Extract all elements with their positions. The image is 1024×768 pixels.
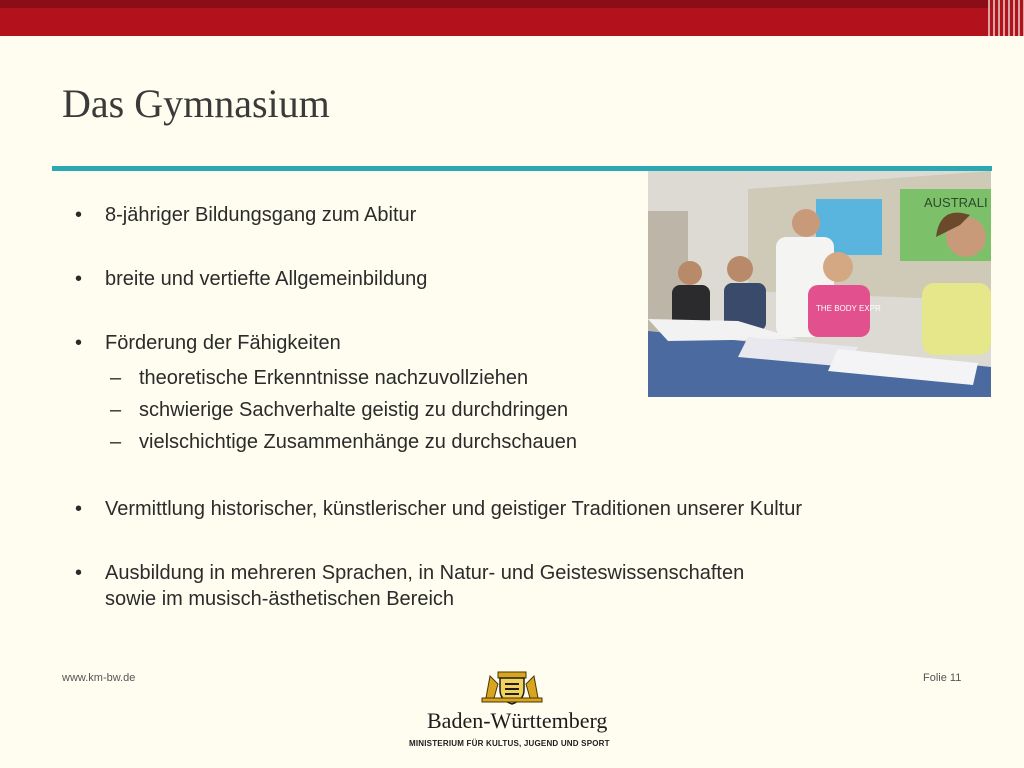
right-supporter-shape <box>526 676 538 698</box>
crown-shape <box>498 672 526 678</box>
student-head <box>727 256 753 282</box>
sub-bullet-item: – theoretische Erkenntnisse nachzuvollziehen <box>105 362 975 394</box>
classroom-photo-illustration <box>648 171 991 397</box>
slide-title: Das Gymnasium <box>62 81 330 126</box>
sub-bullet-item: – schwierige Sachverhalte geistig zu durchdringen <box>105 394 975 426</box>
base-shape <box>482 698 542 702</box>
bullet-text: breite und vertiefte Allgemeinbildung <box>105 268 428 290</box>
top-banner-stripes <box>988 0 1024 36</box>
bullet-text: 8-jähriger Bildungsgang zum Abitur <box>105 204 417 226</box>
classroom-photo <box>648 171 991 397</box>
shirt-print: THE BODY EXPR <box>816 304 881 313</box>
student-head <box>823 252 853 282</box>
bullet-text: Förderung der Fähigkeiten <box>105 332 341 354</box>
bullet-text: Vermittlung historischer, künstlerischer und geistiger Traditionen unserer Kultur <box>105 498 803 520</box>
student-shirt-yellow <box>922 283 991 355</box>
top-banner-dark-strip <box>0 0 1024 8</box>
footer-url: www.km-bw.de <box>62 672 136 684</box>
student-head <box>678 261 702 285</box>
bullet-item <box>75 496 975 522</box>
slide-number: Folie 11 <box>923 672 962 684</box>
bullet-text: Ausbildung in mehreren Sprachen, in Natur- und Geisteswissenschaften sowie im musisch-ästhetischen Bereich <box>105 562 745 610</box>
coat-of-arms-logo <box>476 664 548 706</box>
left-supporter-shape <box>486 676 498 698</box>
poster-label: AUSTRALI <box>924 195 988 210</box>
coat-of-arms-icon <box>476 664 548 706</box>
sub-bullet-item: – vielschichtige Zusammenhänge zu durchschauen <box>105 426 975 458</box>
logo-wordmark: Baden-Württemberg <box>427 708 608 733</box>
top-banner <box>0 0 1024 36</box>
bullet-item <box>75 560 745 612</box>
teacher-head <box>792 209 820 237</box>
logo-subtitle: MINISTERIUM FÜR KULTUS, JUGEND UND SPORT <box>409 739 610 748</box>
